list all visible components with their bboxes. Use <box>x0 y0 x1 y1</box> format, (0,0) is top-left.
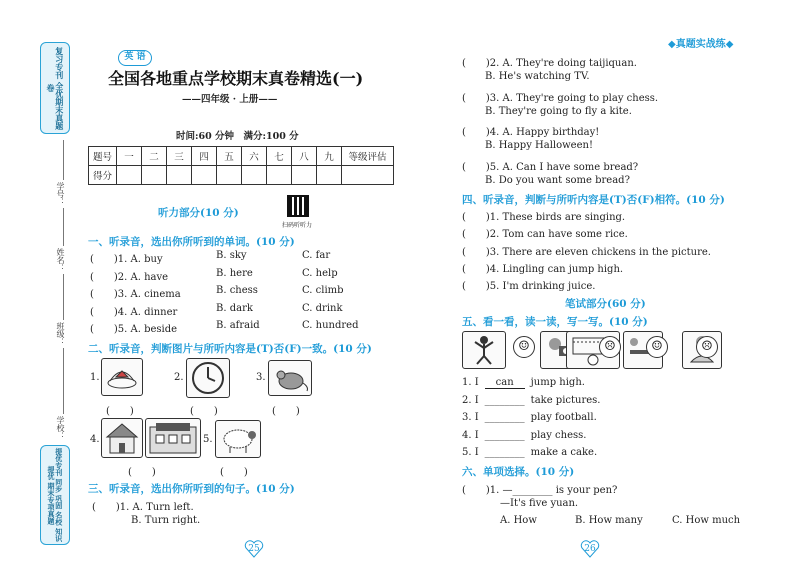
s5-item-blank[interactable]: ________ <box>484 412 525 423</box>
s4-item: ( )2. Tom can have some rice. <box>462 229 628 241</box>
s5-item-pre: 5. I <box>462 447 479 458</box>
score-header-cell: 五 <box>217 147 242 166</box>
s1-item-num: ( )2. A. have <box>90 271 169 283</box>
s6-q1-answer: —It's five yuan. <box>500 498 579 509</box>
score-table-row <box>89 166 394 185</box>
s2-num-1: 1. <box>90 372 100 383</box>
s6-opt-c: C. How much <box>672 515 741 526</box>
s1-item <box>88 250 388 268</box>
s1-item <box>88 285 388 303</box>
s1-item-b: B. dark <box>216 302 253 314</box>
sidebar-tab-bottom: 提优专刊 同步 巩固 名校 知识提优 期末专项真题 <box>40 445 70 545</box>
s6-opt-b: B. How many <box>575 515 643 526</box>
s2-num-2: 2. <box>174 372 184 383</box>
s5-item-blank[interactable]: can <box>485 377 525 389</box>
s1-item-b: B. chess <box>216 285 258 296</box>
s1-item-num: ( )5. A. beside <box>90 324 178 335</box>
s5-item-post: play chess. <box>530 429 587 441</box>
s5-item-pre: 1. I <box>462 377 479 388</box>
sheep-picture <box>215 420 261 458</box>
s1-item-c: C. far <box>302 250 331 261</box>
s5-list <box>462 377 792 465</box>
s3-item-a: ( )2. A. They're doing taijiquan. <box>462 58 637 69</box>
s2-paren-4[interactable]: ( ) <box>128 467 156 478</box>
score-header-cell: 六 <box>242 147 267 166</box>
s1-item-num: ( )1. A. buy <box>90 254 163 265</box>
score-cell[interactable] <box>292 166 317 185</box>
s4-list <box>462 208 792 294</box>
score-cell[interactable] <box>142 166 167 185</box>
score-header-cell: 题号 <box>89 147 117 166</box>
s1-item <box>88 320 388 338</box>
s1-item-b: B. sky <box>216 250 247 261</box>
s3-item-b: B. He's watching TV. <box>485 71 590 83</box>
page-number-left-text: 25 <box>248 544 260 554</box>
s5-item-blank[interactable]: ________ <box>484 447 525 458</box>
mouse-picture <box>268 360 312 396</box>
s5-item <box>462 412 792 430</box>
qr-label: 扫码听听力 <box>282 222 313 229</box>
s3-item-b: B. Do you want some bread? <box>485 175 630 187</box>
page-number-right-text: 26 <box>584 544 596 554</box>
s5-item <box>462 395 792 413</box>
s5-item-pre: 4. I <box>462 429 479 441</box>
written-part-title: 笔试部分(60 分) <box>565 298 646 310</box>
page-number-left <box>244 540 264 558</box>
s1-list <box>88 250 388 338</box>
cinema-picture <box>145 418 201 458</box>
score-header-cell: 八 <box>292 147 317 166</box>
s1-item-c: C. hundred <box>302 320 359 331</box>
s4-item: ( )1. These birds are singing. <box>462 212 626 223</box>
score-cell[interactable] <box>117 166 142 185</box>
score-header-cell: 等级评估 <box>342 147 394 166</box>
score-cell[interactable] <box>342 166 394 185</box>
s2-paren-3[interactable]: ( ) <box>272 406 300 417</box>
score-table-wrap <box>88 146 394 185</box>
s5-item-blank[interactable]: ________ <box>484 429 525 441</box>
sad-face-icon-1: ☹ <box>599 336 621 358</box>
page-title: 全国各地重点学校期末真卷精选(一) <box>108 69 364 88</box>
cake-picture <box>101 358 143 396</box>
s1-title: 一、听录音，选出你所听到的单词。(10 分) <box>88 236 295 248</box>
s2-paren-1[interactable]: ( ) <box>106 406 134 417</box>
s2-num-3: 3. <box>256 372 266 383</box>
s4-item: ( )5. I'm drinking juice. <box>462 281 596 293</box>
smile-face-icon-1: ☺ <box>513 336 535 358</box>
s1-item-c: C. drink <box>302 302 343 314</box>
header-badge-text: 真题实战练 <box>675 39 726 50</box>
s3-q1-b: B. Turn right. <box>131 515 201 526</box>
s1-item <box>88 303 388 321</box>
s3-q1-a: ( )1. A. Turn left. <box>92 502 194 513</box>
s5-item <box>462 430 792 448</box>
grade-label: ——四年级 · 上册—— <box>182 94 278 105</box>
s5-item <box>462 447 792 465</box>
jump-picture <box>462 331 506 369</box>
s6-title: 六、单项选择。(10 分) <box>462 466 575 478</box>
label-banji: 班级： <box>56 322 65 346</box>
s1-item-b: B. afraid <box>216 320 260 331</box>
s3-item-a: ( )4. A. Happy birthday! <box>462 127 600 139</box>
score-cell[interactable] <box>192 166 217 185</box>
label-xuexiao: 学校： <box>56 416 65 440</box>
listening-part-title: 听力部分(10 分) <box>158 207 239 219</box>
score-table-header <box>89 147 394 166</box>
score-header-cell: 四 <box>192 147 217 166</box>
s5-item <box>462 377 792 395</box>
s6-opt-a: A. How <box>500 515 537 526</box>
subject-badge: 英 语 <box>118 50 152 66</box>
score-cell[interactable] <box>317 166 342 185</box>
sad-face-icon-2: ☹ <box>696 336 718 358</box>
s1-item <box>88 268 388 286</box>
s5-item-post: jump high. <box>530 377 585 388</box>
s2-paren-5[interactable]: ( ) <box>220 467 248 478</box>
score-cell[interactable] <box>217 166 242 185</box>
page-number-right <box>580 540 600 558</box>
score-header-cell: 七 <box>267 147 292 166</box>
s5-item-pre: 2. I <box>462 394 479 406</box>
s5-item-pre: 3. I <box>462 412 479 423</box>
score-table <box>88 146 394 185</box>
score-header-cell: 九 <box>317 147 342 166</box>
sidebar <box>0 0 80 580</box>
score-header-cell: 二 <box>142 147 167 166</box>
s5-item-post: play football. <box>530 412 597 423</box>
time-score: 时间:60 分钟 满分:100 分 <box>176 131 299 142</box>
qr-code-icon <box>287 195 309 217</box>
s3-list-right <box>462 54 792 192</box>
s5-item-post: take pictures. <box>530 394 601 406</box>
s2-title: 二、听录音，判断图片与所听内容是(T)否(F)一致。(10 分) <box>88 343 372 355</box>
score-cell[interactable] <box>167 166 192 185</box>
house-picture <box>101 418 143 458</box>
s2-num-4: 4. <box>90 434 100 445</box>
s2-num-5: 5. <box>203 434 213 445</box>
s1-item-c: C. climb <box>302 285 344 296</box>
s3-title: 三、听录音，选出你所听到的句子。(10 分) <box>88 483 295 495</box>
label-xuehao: 学号： <box>56 182 65 206</box>
s6-q1: ( )1. —________ is your pen? <box>462 485 618 496</box>
s5-item-post: make a cake. <box>530 447 598 458</box>
s1-item-c: C. help <box>302 267 338 279</box>
s1-item-b: B. here <box>216 267 253 279</box>
sidebar-tab-top: 复习专刊 全优期末真题卷 <box>40 42 70 134</box>
s2-paren-2[interactable]: ( ) <box>190 406 218 417</box>
s1-item-num: ( )4. A. dinner <box>90 306 178 318</box>
score-cell[interactable] <box>242 166 267 185</box>
score-row-label: 得分 <box>89 166 117 185</box>
score-header-cell: 一 <box>117 147 142 166</box>
clock-picture <box>186 358 230 398</box>
header-badge: ◆真题实战练◆ <box>668 39 734 50</box>
score-cell[interactable] <box>267 166 292 185</box>
s4-item: ( )3. There are eleven chickens in the picture. <box>462 246 711 258</box>
smile-face-icon-2: ☺ <box>646 336 668 358</box>
s4-title: 四、听录音，判断与所听内容是(T)否(F)相符。(10 分) <box>462 194 725 206</box>
s1-item-num: ( )3. A. cinema <box>90 289 181 300</box>
s3-item-a: ( )3. A. They're going to play chess. <box>462 92 659 104</box>
s5-item-blank[interactable]: ________ <box>484 394 525 406</box>
label-xingming: 姓名： <box>56 248 65 272</box>
s3-item-a: ( )5. A. Can I have some bread? <box>462 161 639 173</box>
s5-title: 五、看一看，读一读，写一写。(10 分) <box>462 316 648 328</box>
score-header-cell: 三 <box>167 147 192 166</box>
s3-item-b: B. They're going to fly a kite. <box>485 105 632 117</box>
s4-item: ( )4. Lingling can jump high. <box>462 263 624 275</box>
s3-item-b: B. Happy Halloween! <box>485 140 593 152</box>
